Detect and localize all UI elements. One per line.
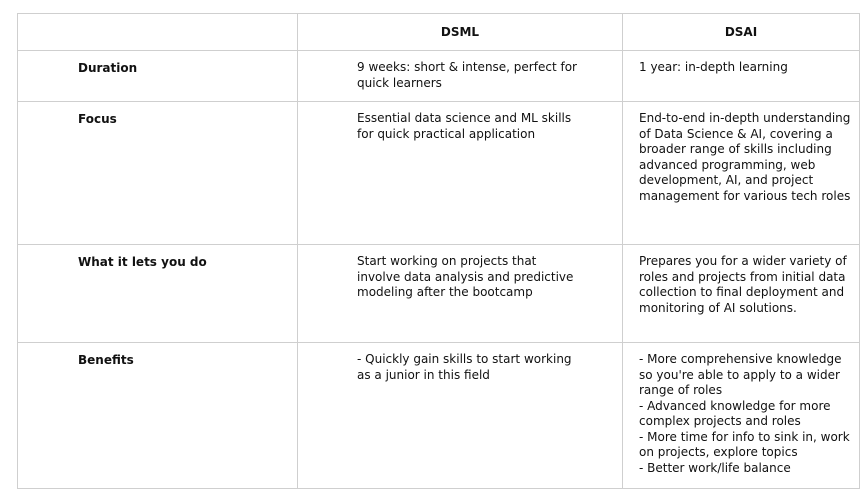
row-label-cell <box>18 343 298 489</box>
header-dsml: DSML <box>298 14 623 51</box>
table-row <box>18 51 860 102</box>
row-label-cell <box>18 245 298 343</box>
dsai-cell <box>623 245 860 343</box>
dsml-cell <box>298 102 623 245</box>
dsml-cell <box>298 343 623 489</box>
dsai-cell <box>623 51 860 102</box>
dsai-focus-text: End-to-end in-depth understanding of Data Science & AI, covering a broader range of skills including advanced programming, web development, AI, and project management for various tech roles <box>639 111 851 203</box>
dsml-cell <box>298 51 623 102</box>
dsml-focus-text: Essential data science and ML skills for quick practical application <box>357 111 572 141</box>
row-label-cell <box>18 102 298 245</box>
header-dsai: DSAI <box>623 14 860 51</box>
row-label-duration: Duration <box>78 61 138 75</box>
dsai-benefits-text: - More comprehensive knowledge so you're able to apply to a wider range of roles - Advanced knowledge for more complex projects and roles - More time for info to sink in, work on projects, explore topics - Better work/life balance <box>639 352 850 475</box>
dsml-benefits-text: - Quickly gain skills to start working as a junior in this field <box>357 352 572 382</box>
comparison-table <box>17 13 860 489</box>
dsai-duration-text: 1 year: in-depth learning <box>639 60 788 74</box>
table-row <box>18 343 860 489</box>
dsml-outcome-text: Start working on projects that involve data analysis and predictive modeling after the bootcamp <box>357 254 574 299</box>
dsai-outcome-text: Prepares you for a wider variety of roles and projects from initial data collection to final deployment and monitoring of AI solutions. <box>639 254 847 315</box>
row-label-benefits: Benefits <box>78 353 134 367</box>
header-row <box>18 14 860 51</box>
header-empty-cell <box>18 14 298 51</box>
row-label-cell <box>18 51 298 102</box>
dsml-duration-text: 9 weeks: short & intense, perfect for quick learners <box>357 60 577 90</box>
table-row <box>18 245 860 343</box>
row-label-what-it-lets-you-do: What it lets you do <box>78 255 207 269</box>
dsml-cell <box>298 245 623 343</box>
table-row <box>18 102 860 245</box>
dsai-cell <box>623 102 860 245</box>
row-label-focus: Focus <box>78 112 117 126</box>
dsai-cell <box>623 343 860 489</box>
